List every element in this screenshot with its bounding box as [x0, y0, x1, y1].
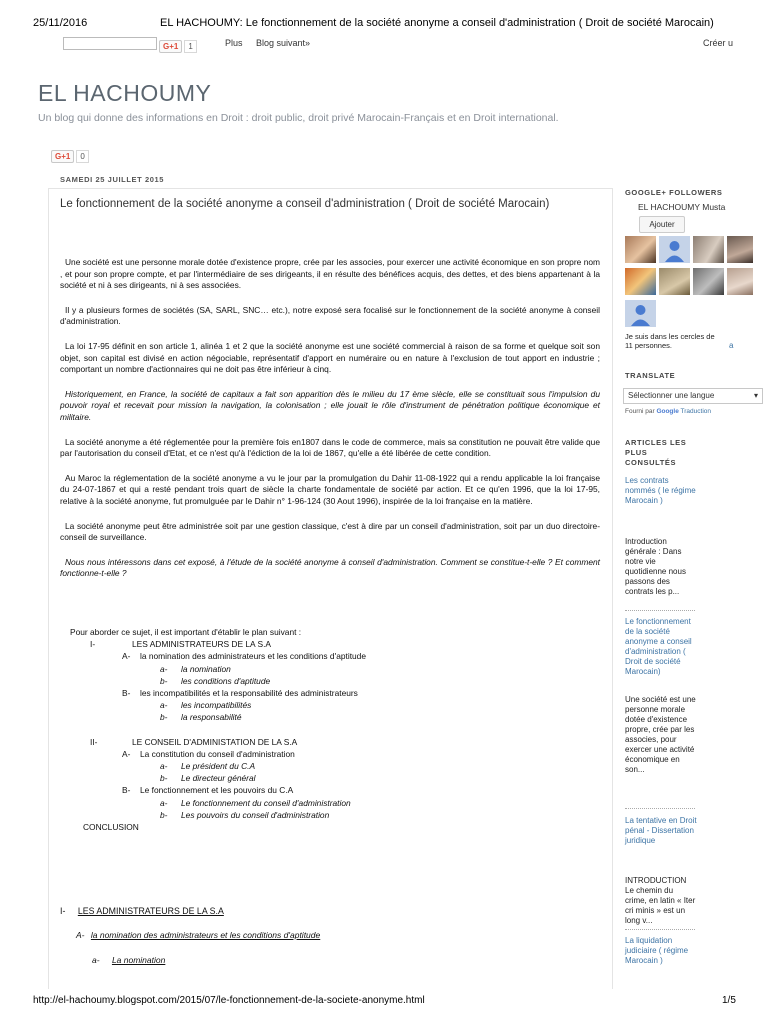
- follower-avatar[interactable]: [625, 268, 656, 295]
- section-heading-1: [60, 906, 224, 916]
- gplus-count: 1: [184, 40, 196, 53]
- translate-link[interactable]: Traduction: [680, 408, 711, 415]
- plan-text: la responsabilité: [181, 712, 242, 723]
- navbar-next-blog-link[interactable]: Blog suivant»: [256, 38, 311, 48]
- follower-avatar[interactable]: [693, 236, 724, 263]
- post-date-header: SAMEDI 25 JUILLET 2015: [60, 175, 165, 184]
- translate-heading: TRANSLATE: [625, 371, 676, 380]
- plan-item: [60, 638, 600, 650]
- language-select[interactable]: [623, 388, 763, 404]
- plan-item: [60, 797, 600, 809]
- navbar-search-input[interactable]: [63, 37, 157, 50]
- plan-marker: b-: [160, 675, 168, 686]
- plan-text: La constitution du conseil d'administration: [140, 748, 295, 759]
- section-heading-1a-a: [92, 955, 165, 965]
- section-title: la nomination des administrateurs et les conditions d'aptitude: [90, 930, 321, 940]
- plan-item: [60, 699, 600, 711]
- post-body: [60, 257, 600, 593]
- chevron-down-icon: ▾: [753, 391, 758, 400]
- plan-item: [60, 650, 600, 662]
- plan-item: [60, 687, 600, 699]
- followers-heading: GOOGLE+ FOLLOWERS: [625, 188, 723, 197]
- followers-profile-name[interactable]: EL HACHOUMY Musta: [638, 202, 726, 212]
- plan-marker: A-: [122, 651, 131, 662]
- popular-post-excerpt-2: Une société est une personne morale dotée d'existence propre, crée par les associes, pour exercer une activité économique en son...: [625, 695, 696, 774]
- navbar-gplus-widget: [159, 36, 197, 54]
- popular-post-link-1[interactable]: Les contrats nommés ( le régime Marocain ): [625, 476, 696, 505]
- plan-marker: I-: [90, 639, 96, 650]
- post-plan: [60, 626, 600, 833]
- section-title: LES ADMINISTRATEURS DE LA S.A: [77, 906, 224, 916]
- plan-text: les incompatibilités: [181, 700, 252, 711]
- divider: [625, 808, 695, 809]
- plan-marker: a-: [160, 797, 168, 808]
- plan-item: [60, 663, 600, 675]
- popular-post-link-3[interactable]: La tentative en Droit pénal - Dissertation juridique: [625, 816, 697, 845]
- follower-avatar[interactable]: [727, 268, 753, 295]
- post-paragraph: La société anonyme peut être administrée soit par une gestion classique, c'est à dire par un conseil d'administration, soit par un duo directoire- conseil de surveillance.: [60, 520, 600, 543]
- plan-marker: a-: [160, 700, 168, 711]
- language-select-value: Sélectionner une langue: [628, 391, 715, 400]
- blog-title[interactable]: EL HACHOUMY: [38, 80, 212, 106]
- translate-powered-by: [625, 408, 711, 415]
- plan-text: la nomination des administrateurs et les conditions d'aptitude: [140, 651, 366, 662]
- print-page-number: 1/5: [722, 995, 736, 1006]
- powered-prefix: Fourni par: [625, 408, 655, 415]
- followers-circles-link[interactable]: a: [729, 341, 734, 350]
- popular-post-link-2[interactable]: Le fonctionnement de la société anonyme a conseil d'administration ( Droit de société Marocain): [625, 617, 692, 676]
- add-to-circles-button[interactable]: Ajouter: [639, 216, 685, 233]
- plan-item: [60, 675, 600, 687]
- plan-item: [60, 724, 600, 736]
- post-paragraph: Une société est une personne morale dotée d'existence propre, crée par les associes, pour exercer une activité économique en son propre nom , et pour son propre compte, et par l'intermédiaire de ses dirigeants, il en résulte des bénéfices acquis, des dettes, et des biens appartenant à la société et ni à ses dirigeants, ni à ses associées.: [60, 257, 600, 291]
- plan-marker: B-: [122, 785, 131, 796]
- followers-circles-text: Je suis dans les cercles de 11 personnes.: [625, 332, 715, 350]
- plan-item: [60, 748, 600, 760]
- section-marker: I-: [60, 906, 66, 916]
- section-marker: A-: [76, 930, 85, 940]
- print-url: http://el-hachoumy.blogspot.com/2015/07/le-fonctionnement-de-la-societe-anonyme.html: [33, 995, 425, 1006]
- plan-item: [60, 784, 600, 796]
- plan-text: CONCLUSION: [83, 822, 139, 832]
- plan-text: les incompatibilités et la responsabilité des administrateurs: [140, 687, 358, 698]
- plan-text: LES ADMINISTRATEURS DE LA S.A: [132, 639, 271, 650]
- plan-text: la nomination: [181, 663, 231, 674]
- follower-avatar-default-icon[interactable]: [659, 236, 690, 263]
- post-paragraph: Historiquement, en France, la société de capitaux a fait son apparition dès le milieu du 17 ème siècle, elle se constituait sous l'impulsion du pouvoir royal et recevait pour mission la navigation, la colonisation ; elle jouait le rôle d'instrument de pénétration politique économique et militaire.: [60, 388, 600, 422]
- popular-posts-heading: ARTICLES LES PLUS CONSULTÉS: [625, 438, 687, 467]
- follower-avatar[interactable]: [659, 268, 690, 295]
- plan-marker: B-: [122, 687, 131, 698]
- divider: [625, 610, 695, 611]
- plan-item: [60, 821, 600, 833]
- plan-text: LE CONSEIL D'ADMINISTATION DE LA S.A: [132, 736, 298, 747]
- post-paragraph: La société anonyme a été réglementée pour la première fois en1807 dans le code de commerce, mais sa constitution ne pouvait être valide que par l'autorisation du conseil d'Etat, et ce n'est qu'à l'édiction de la loi de 1867, qu'elle a été libérée de cette condition.: [60, 436, 600, 459]
- plan-marker: II-: [90, 736, 98, 747]
- plan-item: [60, 711, 600, 723]
- follower-avatar[interactable]: [693, 268, 724, 295]
- share-gplus-count: 0: [76, 150, 88, 163]
- plan-text: les conditions d'aptitude: [181, 675, 271, 686]
- divider: [625, 929, 695, 930]
- navbar-create-blog-link[interactable]: Créer u: [703, 38, 734, 48]
- plan-text: Le fonctionnement du conseil d'administration: [181, 797, 351, 808]
- print-date: 25/11/2016: [33, 17, 88, 29]
- popular-post-link-4[interactable]: La liquidation judiciaire ( régime Marocain ): [625, 936, 689, 965]
- post-paragraph: Nous nous intéressons dans cet exposé, à l'étude de la société anonyme à conseil d'administration. Comment se constitue-t-elle ? Et comment fonctionne-t-elle ?: [60, 556, 600, 579]
- gplus-button[interactable]: G+1: [159, 40, 182, 53]
- followers-avatars-row-1: [625, 236, 755, 266]
- section-title: La nomination: [111, 955, 166, 965]
- plan-text: Le directeur général: [181, 773, 256, 784]
- post-paragraph: La loi 17-95 définit en son article 1, alinéa 1 et 2 que la société anonyme est une société commercial à raison de sa forme et quelque soit son objet, son capital est divisé en action négociable, représentatif d'apport en numéraire ou en nature à l'exclusion de tout apport en industrie ; comportant un nombre d'actionnaires qui ne doit pas être inférieur à cinq.: [60, 340, 600, 375]
- plan-marker: a-: [160, 761, 168, 772]
- plan-text: Le fonctionnement et les pouvoirs du C.A: [140, 785, 294, 796]
- google-logo: Google: [656, 408, 679, 415]
- plan-item: [60, 736, 600, 748]
- post-paragraph: Au Maroc la réglementation de la société anonyme a vu le jour par la promulgation du Dahir 11-08-1922 qui a rendu applicable la loi française du 24-07-1867 et qui a resté pendant trois quart de siècle la charte fondamentale de société par action. Et ce qu'en 1996, que la loi 17-95, relative à la société anonyme, fut promulguée par le Dahir n° 1-96-124 (30 Aout 1996), inspirée de la loi française en la matière.: [60, 472, 600, 506]
- plan-marker: b-: [160, 809, 168, 820]
- follower-avatar[interactable]: [727, 236, 753, 263]
- section-heading-1a: [76, 930, 320, 940]
- section-marker: a-: [92, 955, 100, 965]
- plan-item: [60, 809, 600, 821]
- post-title[interactable]: Le fonctionnement de la société anonyme a conseil d'administration ( Droit de société Marocain): [60, 198, 550, 210]
- plan-marker: A-: [122, 748, 131, 759]
- followers-avatars-row-2: [625, 268, 755, 298]
- blogger-navbar: [55, 35, 768, 53]
- popular-post-excerpt-3: INTRODUCTION Le chemin du crime, en latin « Iter cri minis » est un long v...: [625, 876, 696, 925]
- popular-post-excerpt-1: Introduction générale : Dans notre vie quotidienne nous passons des contrats les p...: [625, 537, 686, 596]
- plan-marker: b-: [160, 712, 168, 723]
- print-page-title: EL HACHOUMY: Le fonctionnement de la société anonyme a conseil d'administration ( Droit de société Marocain): [160, 17, 714, 29]
- follower-avatar[interactable]: [625, 236, 656, 263]
- follower-avatar-default-icon[interactable]: [625, 300, 656, 327]
- blog-description: Un blog qui donne des informations en Droit : droit public, droit privé Marocain-Français et en Droit international.: [38, 112, 559, 124]
- navbar-more-link[interactable]: Plus: [225, 38, 243, 48]
- plan-marker: a-: [160, 663, 168, 674]
- share-gplus-button[interactable]: G+1: [51, 150, 74, 163]
- plan-text: Les pouvoirs du conseil d'administration: [181, 809, 330, 820]
- plan-text: Le président du C.A: [181, 761, 256, 772]
- post-paragraph: Il y a plusieurs formes de sociétés (SA, SARL, SNC… etc.), notre exposé sera focalisé sur le fonctionnement de la société anonyme à conseil d'administration.: [60, 304, 600, 327]
- plan-marker: b-: [160, 773, 168, 784]
- plan-item: [60, 760, 600, 772]
- plan-intro: Pour aborder ce sujet, il est important d'établir le plan suivant :: [70, 627, 302, 637]
- share-gplus-widget: [51, 146, 89, 164]
- plan-item: [60, 772, 600, 784]
